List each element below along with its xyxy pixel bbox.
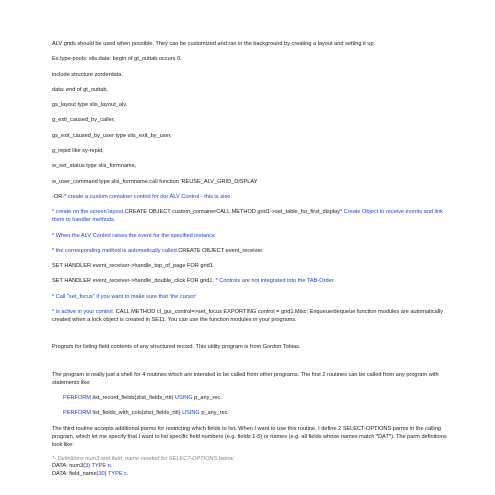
using-keyword: USING [182,410,200,417]
set-handler-top-line: SET HANDLER event_receiver->handle_top_of_page FOR grid1. [52,263,215,270]
w-user-command-line: w_user_command type slis_formname.call function 'REUSE_ALV_GRID_DISPLAY [52,178,258,185]
definitions-comment: *- Definitions num3 and field_name needed for SELECT-OPTIONS below [52,455,234,462]
set-handler-double-line [52,277,452,285]
corresponding-code: CREATE OBJECT event_receiver. [178,247,264,254]
data-field-name-decl: DATA: field_name( [52,471,99,478]
spacer [52,359,452,371]
or-line [52,193,452,201]
document-body [52,40,452,479]
intro-paragraph: ALV grids should be used when possible. They can be customized and ran in the background by creating a layout and setting it up. [52,41,376,47]
using-keyword: USING [174,394,193,401]
w-set-status-line: w_set_status type slis_formname, [52,163,137,170]
g-exit-line: g_exit_caused_by_caller, [52,117,115,124]
call-set-focus-comment-line: * Call "set_focus" if you want to make sure that 'the cursor' [52,293,197,300]
data-num3-close: ) [88,463,92,470]
set-handler-double-code: SET HANDLER event_receiver->handle_double_click FOR grid1. [52,278,215,285]
set-handler-double-comment: * Controls are not integrated into the TAB-Order [215,278,334,285]
third-routine-paragraph: The third routine accepts additional parms for restricting which fields to list. When I want to use this routine, I define 2 SELECT-OPTIONS parms in the calling program, which let me specify that I want to list specific field numbers (e.g. fields 1-5) or names (e.g. all fields whose names match *DAT*). The parm definitions look like: [52,425,447,448]
perform-line-2 [52,409,452,417]
active-line [52,308,452,324]
perform-keyword: PERFORM [63,394,91,401]
spacer [52,331,452,343]
perform-arg: p_any_rec. [199,410,230,417]
data-field-name-close: ) [104,471,108,478]
shell-paragraph: The program is really just a shell for 4 routines which are intended to be called from other programs. The first 2 routines can be called from any program with statements like: [52,371,439,386]
corresponding-line [52,247,452,255]
type-pools-line: Ex.type-pools: slis.data: begin of gt_outtab occurs 0. [52,56,182,63]
data-field-name-type: TYPE c. [108,471,129,478]
perform-target: list_record_fields(zlist_fields_rtti) [90,394,175,401]
active-comment: * is active in your control. [52,309,115,316]
create-screen-code: CREATE OBJECT custom_containerCALL METHOD grid1->set_table_for_first_display [124,209,340,216]
perform-arg: p_any_rec. [192,394,222,401]
perform-keyword: PERFORM [63,410,91,417]
data-field-name-line [52,471,452,479]
data-num3-line [52,463,452,471]
create-screen-line [52,208,452,224]
program-listing-line: Program for listing field contents of any structured record. This utility program is from Gordon Tobias. [52,344,301,351]
g-repid-line: g_repid like sy-repid, [52,148,104,155]
create-screen-comment: * create on the screen layout. [52,209,125,216]
perform-line-1 [52,394,452,402]
data-num3-decl: DATA: num3( [52,463,86,470]
create-screen-comment2: * Create Object to receive events and link them to handler methods. [52,209,443,224]
data-end-line: data: end of gt_outtab, [52,86,108,93]
gs-exit-line: gs_exit_caused_by_user type slis_exit_by_user, [52,132,172,139]
corresponding-comment: * the corresponding method is automatically called. [52,247,179,254]
or-comment: * create a custom container control for our ALV Control - this is also [64,193,231,200]
gs-layout-line: gs_layout type slis_layout_alv, [52,102,128,109]
data-num3-type: TYPE n. [91,463,113,470]
data-num3-length: 3 [85,463,89,470]
active-code: CALL METHOD cl_gui_control=>set_focus EXPORTING control = grid1.Misc: Enqueue/dequeue function modules are automatically created when a lock object is created in SE11. You can use the function modules in your programs. [52,309,443,324]
when-alv-comment-line: * When the ALV Control raises the event for the specified instance [52,232,216,239]
include-line: include structure zorderdata. [52,71,123,78]
perform-target: list_fields_with_cols(zlist_fields_rtti) [90,410,183,417]
or-prefix: -OR- [52,193,65,200]
data-field-name-length: 30 [98,471,105,478]
